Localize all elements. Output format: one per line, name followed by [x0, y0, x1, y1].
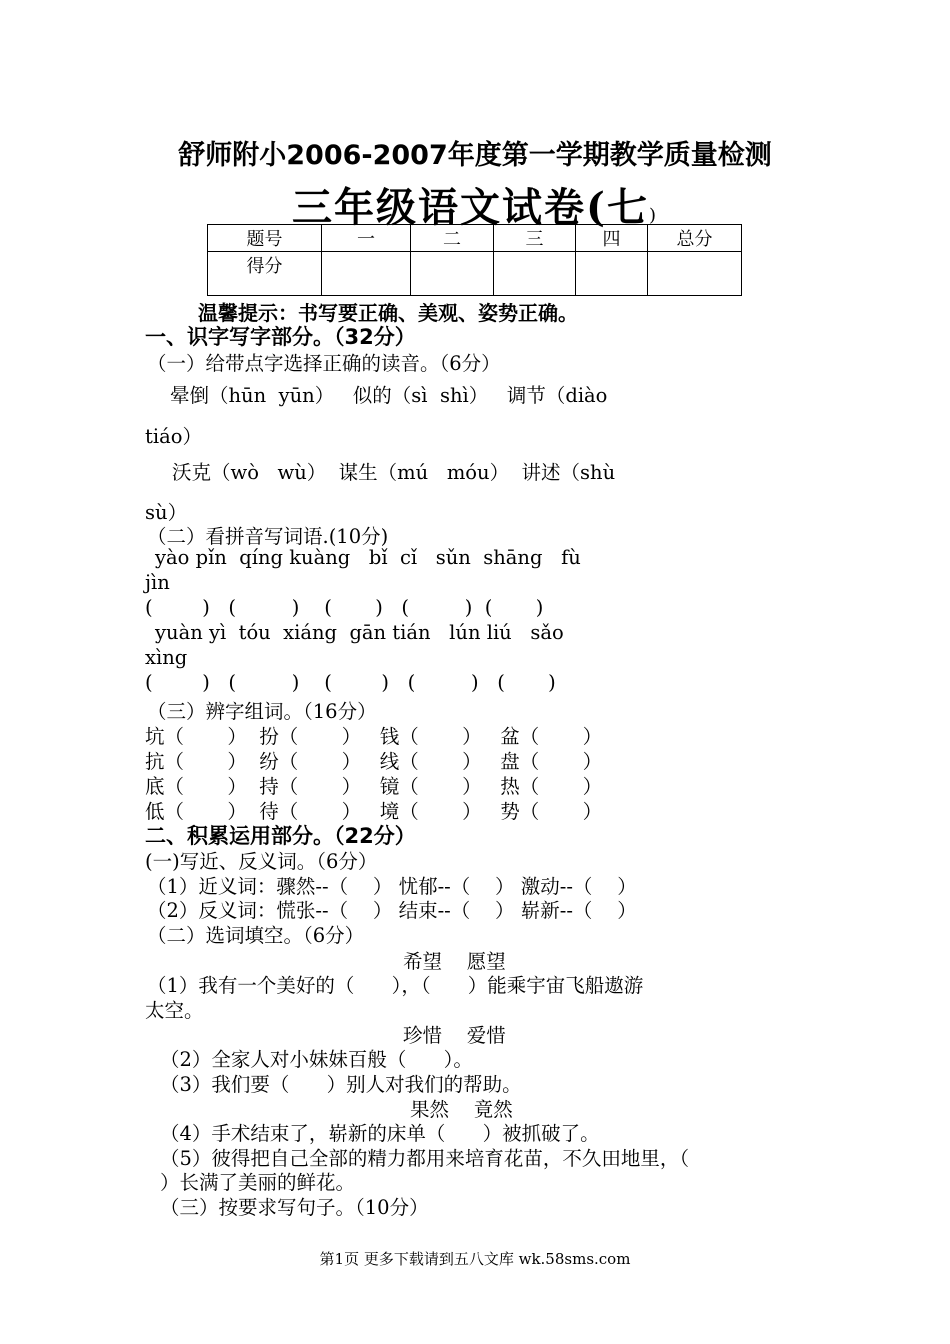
pinyin-line-2b: xìng: [145, 646, 188, 669]
word-choice-3: 果然 竟然: [410, 1098, 513, 1121]
score-blank-cell: [411, 252, 494, 296]
score-blank-cell: [494, 252, 576, 296]
score-blank-cell: [648, 252, 742, 296]
sentence-1: （1）我有一个美好的（ ），（ ）能乘宇宙飞船遨游: [147, 974, 644, 997]
sentence-1b: 太空。: [145, 999, 204, 1022]
sentence-5: （5）彼得把自己全部的精力都用来培育花苗，不久田地里，（: [160, 1147, 690, 1170]
word-choice-2: 珍惜 爱惜: [403, 1024, 506, 1047]
sentence-4: （4）手术结束了，崭新的床单（ ）被抓破了。: [160, 1122, 600, 1145]
char-group-row: 底（ ） 持（ ） 镜（ ） 热（ ）: [145, 775, 603, 798]
score-blank-cell: [576, 252, 648, 296]
score-blank-cell: [322, 252, 411, 296]
part2-q2-title: （二）选词填空。（6分）: [147, 924, 365, 947]
tip: 温馨提示：书写要正确、美观、姿势正确。: [198, 301, 578, 325]
score-header-cell: 一: [322, 225, 411, 252]
score-header-cell: 总分: [648, 225, 742, 252]
page-footer: 第1页 更多下载请到五八文库 wk.58sms.com: [319, 1250, 631, 1268]
score-row-label: 得分: [208, 252, 322, 296]
part1-q1-line2b: sù）: [145, 501, 188, 524]
score-header-cell: 二: [411, 225, 494, 252]
word-choice-1: 希望 愿望: [403, 950, 506, 973]
pinyin-line-1b: jìn: [145, 571, 170, 594]
part1-q3-title: （三）辨字组词。（16分）: [147, 700, 377, 723]
part2-q1-title: (一)写近、反义词。（6分）: [145, 850, 378, 873]
part1-heading: 一、识字写字部分。（32分）: [145, 325, 416, 349]
blank-line-2: ( ) ( ) ( ) ( ) ( ): [145, 671, 556, 694]
sentence-3: （3）我们要（ ）别人对我们的帮助。: [160, 1073, 522, 1096]
part1-q1-title: （一）给带点字选择正确的读音。（6分）: [147, 352, 501, 375]
part1-q1-line1: 晕倒（hūn yūn） 似的（sì shì） 调节（diào: [170, 384, 608, 407]
score-header-cell: 三: [494, 225, 576, 252]
score-header-cell: 题号: [208, 225, 322, 252]
pinyin-line-2: yuàn yì tóu xiáng gān tián lún liú sǎo: [155, 621, 564, 644]
part1-q1-line1b: tiáo）: [145, 425, 202, 448]
exam-subtitle: 三年级语文试卷(七): [292, 184, 658, 231]
exam-title: 舒师附小2006-2007年度第一学期教学质量检测: [178, 140, 772, 171]
char-group-row: 低（ ） 待（ ） 境（ ） 势（ ）: [145, 800, 603, 823]
part1-q1-line2: 沃克（wò wù） 谋生（mú móu） 讲述（shù: [172, 461, 616, 484]
char-group-row: 坑（ ） 扮（ ） 钱（ ） 盆（ ）: [145, 725, 603, 748]
part2-q3-title: （三）按要求写句子。（10分）: [160, 1196, 429, 1219]
blank-line-1: ( ) ( ) ( ) ( ) ( ): [145, 596, 544, 619]
part1-q2-title: （二）看拼音写词语.(10分): [147, 525, 389, 548]
sentence-2: （2）全家人对小妹妹百般（ ）。: [160, 1048, 473, 1071]
char-group-row: 抗（ ） 纷（ ） 线（ ） 盘（ ）: [145, 750, 603, 773]
synonym-line: （1）近义词：骤然--（ ） 忧郁--（ ） 激动--（ ）: [147, 875, 637, 898]
score-header-cell: 四: [576, 225, 648, 252]
antonym-line: （2）反义词：慌张--（ ） 结束--（ ） 崭新--（ ）: [147, 899, 637, 922]
sentence-5b: ）长满了美丽的鲜花。: [160, 1171, 356, 1194]
part2-heading: 二、积累运用部分。（22分）: [145, 824, 416, 848]
pinyin-line-1: yào pǐn qíng kuàng bǐ cǐ sǔn shāng fù: [155, 546, 581, 569]
score-table: [207, 224, 742, 296]
